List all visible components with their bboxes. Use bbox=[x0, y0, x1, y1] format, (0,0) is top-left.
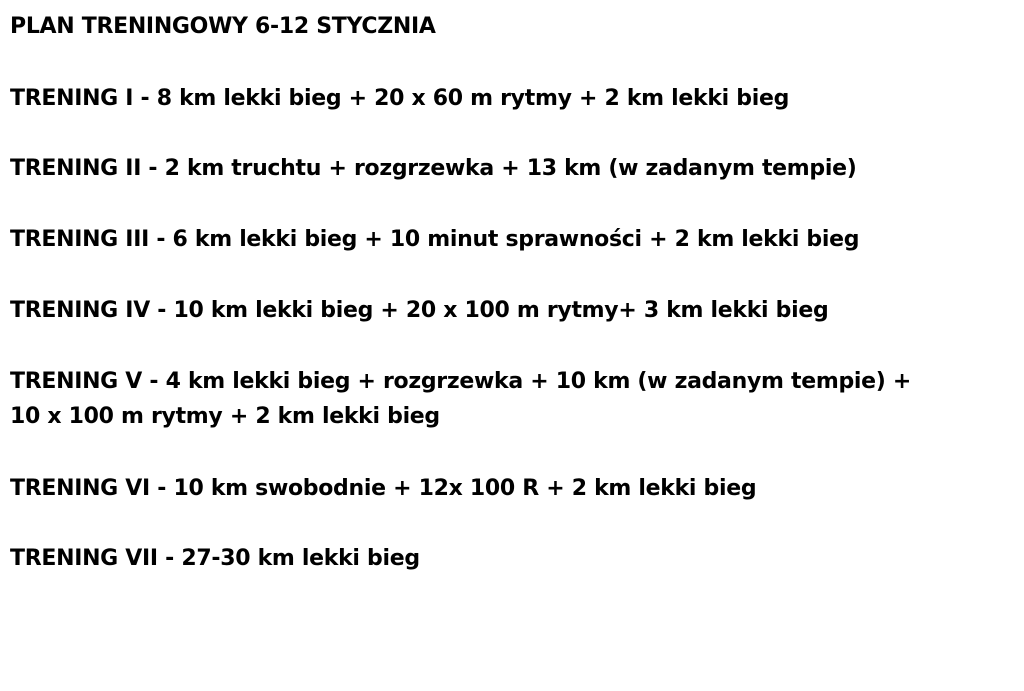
training-session-3: TRENING III - 6 km lekki bieg + 10 minut sprawności + 2 km lekki bieg bbox=[10, 227, 860, 252]
page-title: PLAN TRENINGOWY 6-12 STYCZNIA bbox=[10, 14, 436, 39]
training-session-5-line-1: TRENING V - 4 km lekki bieg + rozgrzewka + 10 km (w zadanym tempie) + bbox=[10, 369, 912, 394]
training-session-6: TRENING VI - 10 km swobodnie + 12x 100 R + 2 km lekki bieg bbox=[10, 476, 757, 501]
training-session-1: TRENING I - 8 km lekki bieg + 20 x 60 m rytmy + 2 km lekki bieg bbox=[10, 86, 790, 111]
training-session-4: TRENING IV - 10 km lekki bieg + 20 x 100 m rytmy+ 3 km lekki bieg bbox=[10, 298, 829, 323]
training-session-2: TRENING II - 2 km truchtu + rozgrzewka + 13 km (w zadanym tempie) bbox=[10, 156, 857, 181]
training-session-5-line-2: 10 x 100 m rytmy + 2 km lekki bieg bbox=[10, 404, 440, 429]
training-session-7: TRENING VII - 27-30 km lekki bieg bbox=[10, 546, 420, 571]
